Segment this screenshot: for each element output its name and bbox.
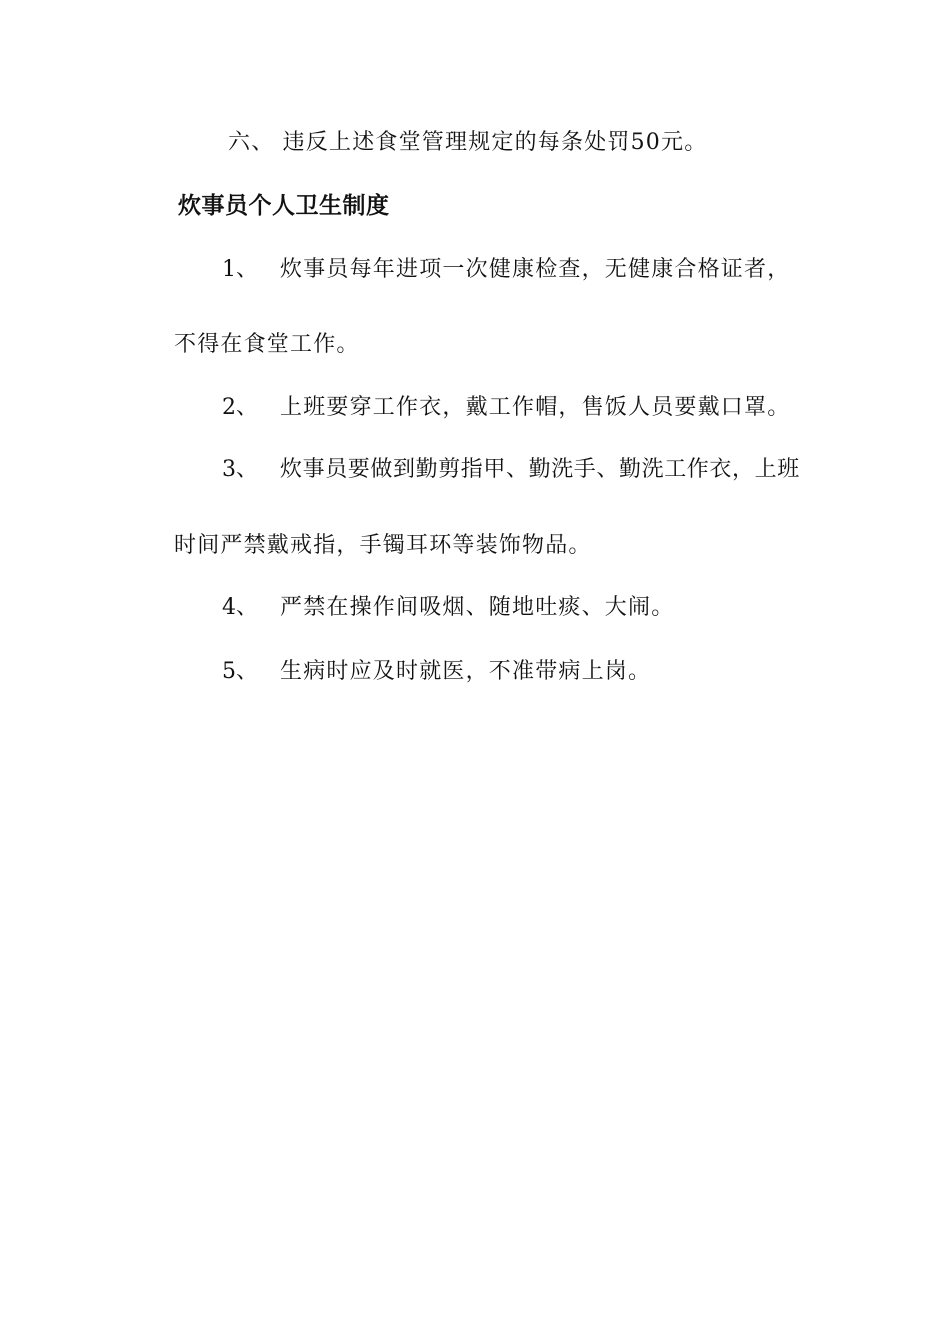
item-1-number: 1、 — [222, 257, 258, 282]
item-1-text: 炊事员每年进项一次健康检查，无健康合格证者， — [280, 257, 791, 282]
item-2-number: 2、 — [222, 395, 258, 420]
item-2-text: 上班要穿工作衣，戴工作帽，售饭人员要戴口罩。 — [280, 395, 791, 420]
item-5-text: 生病时应及时就医，不准带病上岗。 — [280, 659, 652, 684]
item-3-continuation: 时间严禁戴戒指，手镯耳环等装饰物品。 — [174, 533, 592, 558]
rule-six: 六、 违反上述食堂管理规定的每条处罚50元。 — [228, 130, 708, 155]
item-3-text: 炊事员要做到勤剪指甲、勤洗手、勤洗工作衣，上班 — [280, 457, 800, 482]
item-1-continuation: 不得在食堂工作。 — [174, 332, 360, 357]
item-4-number: 4、 — [222, 595, 258, 620]
item-5-number: 5、 — [222, 659, 258, 684]
section-title: 炊事员个人卫生制度 — [178, 193, 390, 219]
item-4-text: 严禁在操作间吸烟、随地吐痰、大闹。 — [280, 595, 675, 620]
item-3-number: 3、 — [222, 457, 258, 482]
